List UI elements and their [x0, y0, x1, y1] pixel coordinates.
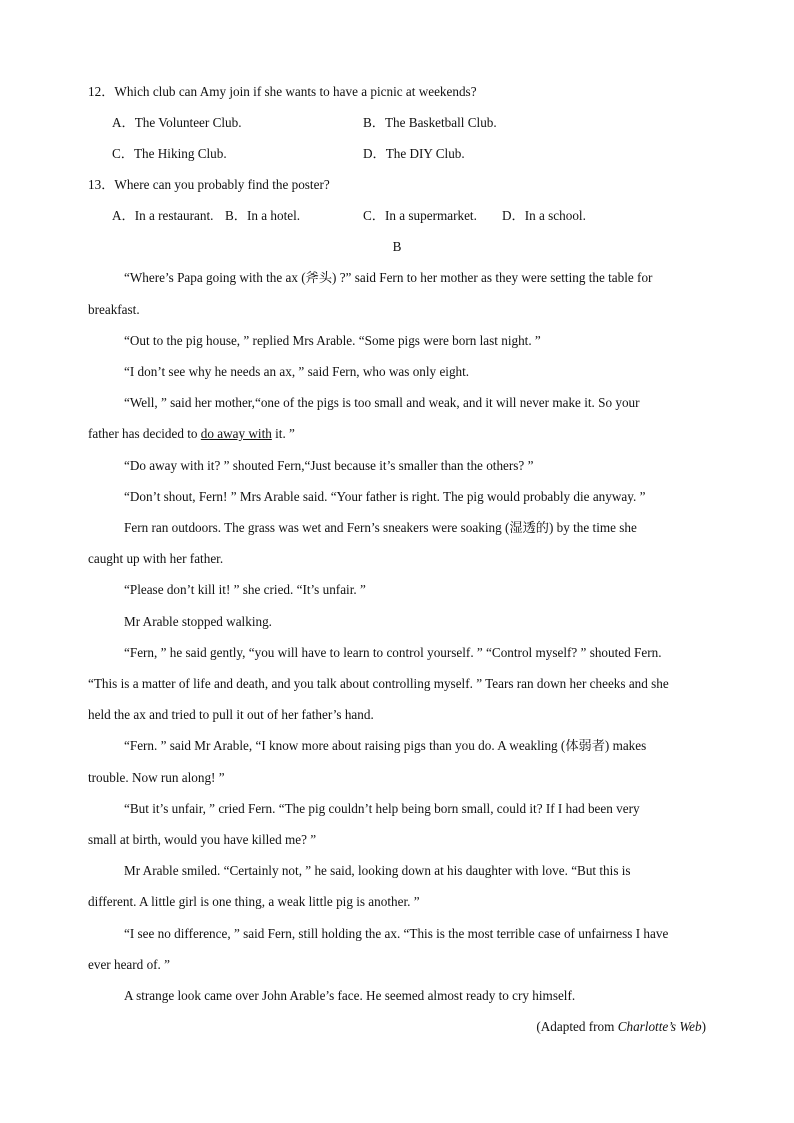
passage-line: “This is a matter of life and death, and you talk about controlling myself. ” Tears ran down her cheeks and she [88, 676, 669, 691]
question-12-option-c: C．The Hiking Club. [112, 146, 227, 161]
passage-line: small at birth, would you have killed me? ” [88, 832, 317, 847]
question-12-option-a: A．The Volunteer Club. [112, 115, 242, 130]
question-12-stem: 12．Which club can Amy join if she wants to have a picnic at weekends? [88, 84, 477, 99]
passage-line: “Where’s Papa going with the ax (斧头) ?” said Fern to her mother as they were setting the table for [124, 270, 653, 285]
passage-line: “I don’t see why he needs an ax, ” said Fern, who was only eight. [124, 364, 470, 379]
passage-line: “Do away with it? ” shouted Fern,“Just because it’s smaller than the others? ” [124, 458, 534, 473]
question-12-option-b: B．The Basketball Club. [363, 115, 497, 130]
passage-line: caught up with her father. [88, 551, 224, 566]
source-citation [536, 1019, 706, 1035]
question-12-option-d: D．The DIY Club. [363, 146, 465, 161]
passage-line: “I see no difference, ” said Fern, still holding the ax. “This is the most terrible case of unfairness I have [124, 926, 669, 941]
passage-line: Mr Arable stopped walking. [124, 614, 272, 629]
source-prefix: (Adapted from [536, 1019, 618, 1034]
passage-text: father has decided to [88, 426, 201, 441]
passage-line: ever heard of. ” [88, 957, 171, 972]
source-suffix: ) [701, 1019, 706, 1034]
question-13-option-c: C．In a supermarket. [363, 208, 477, 223]
passage-line: “Fern. ” said Mr Arable, “I know more about raising pigs than you do. A weakling (体弱者) makes [124, 738, 647, 753]
passage-line: “Well, ” said her mother,“one of the pigs is too small and weak, and it will never make it. So your [124, 395, 640, 410]
question-13-option-a: A．In a restaurant. [112, 208, 214, 223]
passage-line [88, 426, 295, 442]
passage-line: “Don’t shout, Fern! ” Mrs Arable said. “Your father is right. The pig would probably die anyway. ” [124, 489, 646, 504]
question-13-stem: 13．Where can you probably find the poster? [88, 177, 330, 192]
passage-line: trouble. Now run along! ” [88, 770, 225, 785]
passage-line: “Out to the pig house, ” replied Mrs Arable. “Some pigs were born last night. ” [124, 333, 541, 348]
passage-line: held the ax and tried to pull it out of her father’s hand. [88, 707, 374, 722]
passage-line: “But it’s unfair, ” cried Fern. “The pig couldn’t help being born small, could it? If I had been very [124, 801, 640, 816]
passage-line: A strange look came over John Arable’s face. He seemed almost ready to cry himself. [124, 988, 576, 1003]
question-13-option-b: B．In a hotel. [225, 208, 301, 223]
passage-line: Fern ran outdoors. The grass was wet and Fern’s sneakers were soaking (湿透的) by the time she [124, 520, 637, 535]
passage-line: “Fern, ” he said gently, “you will have to learn to control yourself. ” “Control myself? ” shouted Fern. [124, 645, 662, 660]
passage-line: different. A little girl is one thing, a weak little pig is another. ” [88, 894, 420, 909]
section-label: B [392, 239, 402, 254]
passage-line: “Please don’t kill it! ” she cried. “It’s unfair. ” [124, 582, 366, 597]
passage-line: breakfast. [88, 302, 140, 317]
source-title: Charlotte’s Web [617, 1019, 702, 1034]
question-13-option-d: D．In a school. [502, 208, 586, 223]
passage-line: Mr Arable smiled. “Certainly not, ” he said, looking down at his daughter with love. “But this is [124, 863, 631, 878]
passage-text: it. ” [271, 426, 295, 441]
underlined-phrase: do away with [200, 426, 272, 441]
